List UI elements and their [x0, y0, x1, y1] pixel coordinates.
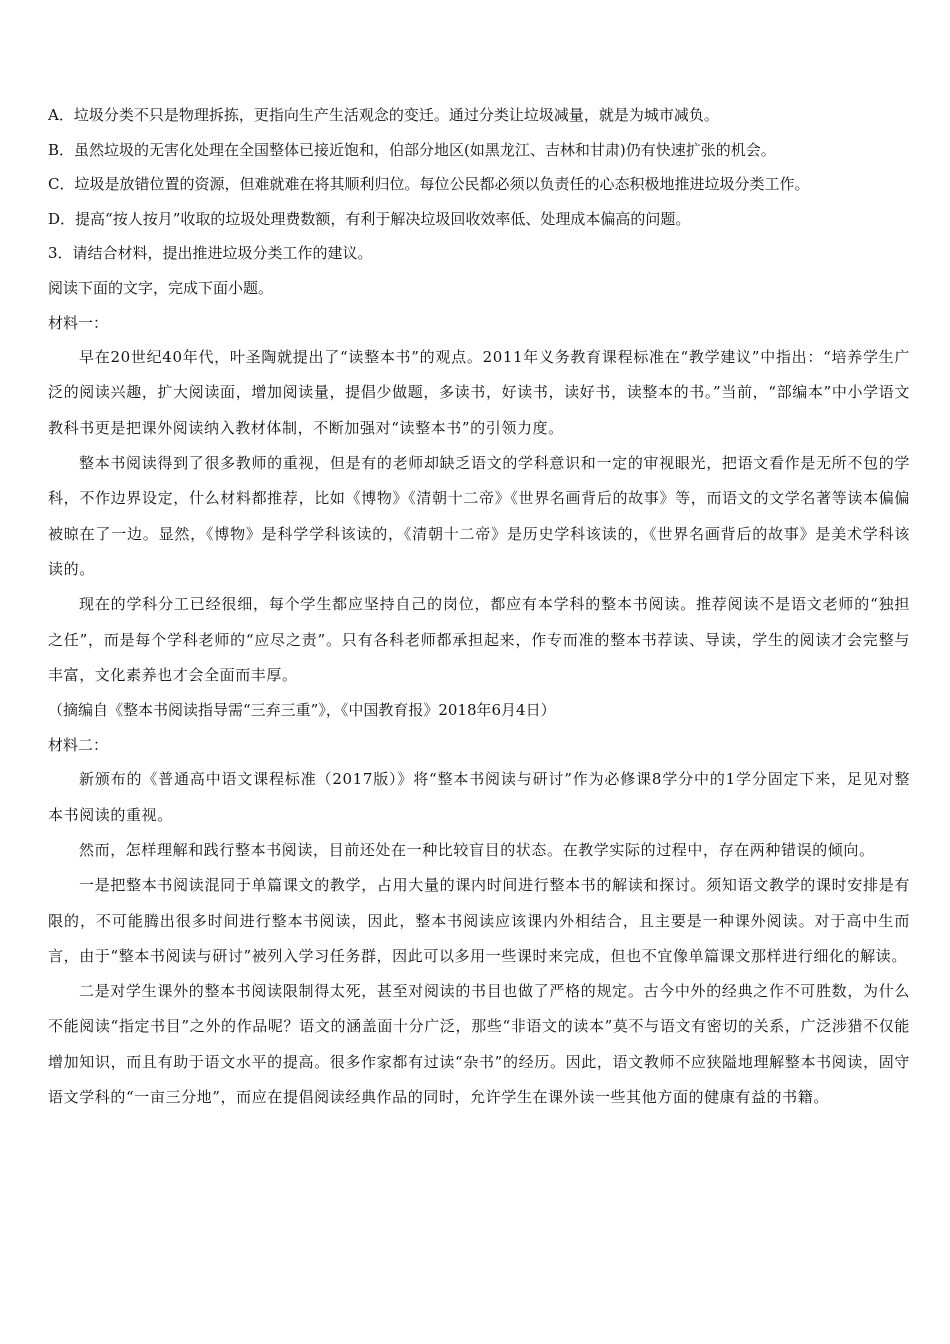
material-1-paragraph-3: 现在的学科分工已经很细，每个学生都应坚持自己的岗位，都应有本学科的整本书阅读。推荐阅读不是语文老师的“独担之任”，而是每个学科老师的“应尽之责”。只有各科老师都承担起来，作专而准的整本书荐读、导读，学生的阅读才会完整与丰富，文化素养也才会全面而丰厚。 — [48, 595, 910, 684]
document-page — [48, 98, 910, 1115]
material-2-paragraph-3: 一是把整本书阅读混同于单篇课文的教学，占用大量的课内时间进行整本书的解读和探讨。须知语文教学的课时安排是有限的，不可能腾出很多时间进行整本书阅读，因此，整本书阅读应该课内外相结合，且主要是一种课外阅读。对于高中生而言，由于“整本书阅读与研讨”被列入学习任务群，因此可以多用一些课时来完成，但也不宜像单篇课文那样进行细化的解读。 — [48, 876, 910, 965]
material-1-paragraph-2: 整本书阅读得到了很多教师的重视，但是有的老师却缺乏语文的学科意识和一定的审视眼光，把语文看作是无所不包的学科，不作边界设定，什么材料都推荐，比如《博物》《清朝十二帝》《世界名画背后的故事》等，而语文的文学名著等读本偏偏被晾在了一边。显然，《博物》是科学学科该读的，《清朝十二帝》是历史学科该读的，《世界名画背后的故事》是美术学科该读的。 — [48, 454, 910, 578]
option-b: B．虽然垃圾的无害化处理在全国整体已接近饱和，伯部分地区(如黑龙江、吉林和甘肃)仍有快速扩张的机会。 — [48, 140, 776, 159]
material-1-source: （摘编自《整本书阅读指导需“三弃三重”》，《中国教育报》2018年6月4日） — [48, 701, 556, 720]
option-d: D．提高“按人按月”收取的垃圾处理费数额，有利于解决垃圾回收效率低、处理成本偏高的问题。 — [48, 209, 691, 228]
material-2-label: 材料二： — [48, 735, 109, 754]
question-3: 3．请结合材料，提出推进垃圾分类工作的建议。 — [48, 244, 373, 263]
option-a: A．垃圾分类不只是物理拆拣，更指向生产生活观念的变迁。通过分类让垃圾减量，就是为城市减负。 — [48, 106, 719, 124]
material-1-paragraph-1: 早在20世纪40年代，叶圣陶就提出了“读整本书”的观点。2011年义务教育课程标准在“教学建议”中指出：“培养学生广泛的阅读兴趣，扩大阅读面，增加阅读量，提倡少做题，多读书，好读书，读好书，读整本的书。”当前，“部编本”中小学语文教科书更是把课外阅读纳入教材体制，不断加强对“读整本书”的引领力度。 — [48, 348, 910, 437]
option-c: C．垃圾是放错位置的资源，但难就难在将其顺利归位。每位公民都必须以负责任的心态积极地推进垃圾分类工作。 — [48, 175, 810, 194]
material-2-paragraph-2: 然而，怎样理解和践行整本书阅读，目前还处在一种比较盲目的状态。在教学实际的过程中，存在两种错误的倾向。 — [79, 840, 875, 859]
reading-instruction: 阅读下面的文字，完成下面小题。 — [48, 278, 274, 297]
material-2-paragraph-4: 二是对学生课外的整本书阅读限制得太死，甚至对阅读的书目也做了严格的规定。古今中外的经典之作不可胜数，为什么不能阅读“指定书目”之外的作品呢？语文的涵盖面十分广泛，那些“非语文的读本”莫不与语文有密切的关系，广泛涉猎不仅能增加知识，而且有助于语文水平的提高。很多作家都有过读“杂书”的经历。因此，语文教师不应狭隘地理解整本书阅读，固守语文学科的“一亩三分地”，而应在提倡阅读经典作品的同时，允许学生在课外读一些其他方面的健康有益的书籍。 — [48, 982, 910, 1106]
material-2-paragraph-1: 新颁布的《普通高中语文课程标准（2017版）》将“整本书阅读与研讨”作为必修课8学分中的1学分固定下来，足见对整本书阅读的重视。 — [48, 770, 910, 824]
material-1-label: 材料一： — [48, 313, 109, 332]
